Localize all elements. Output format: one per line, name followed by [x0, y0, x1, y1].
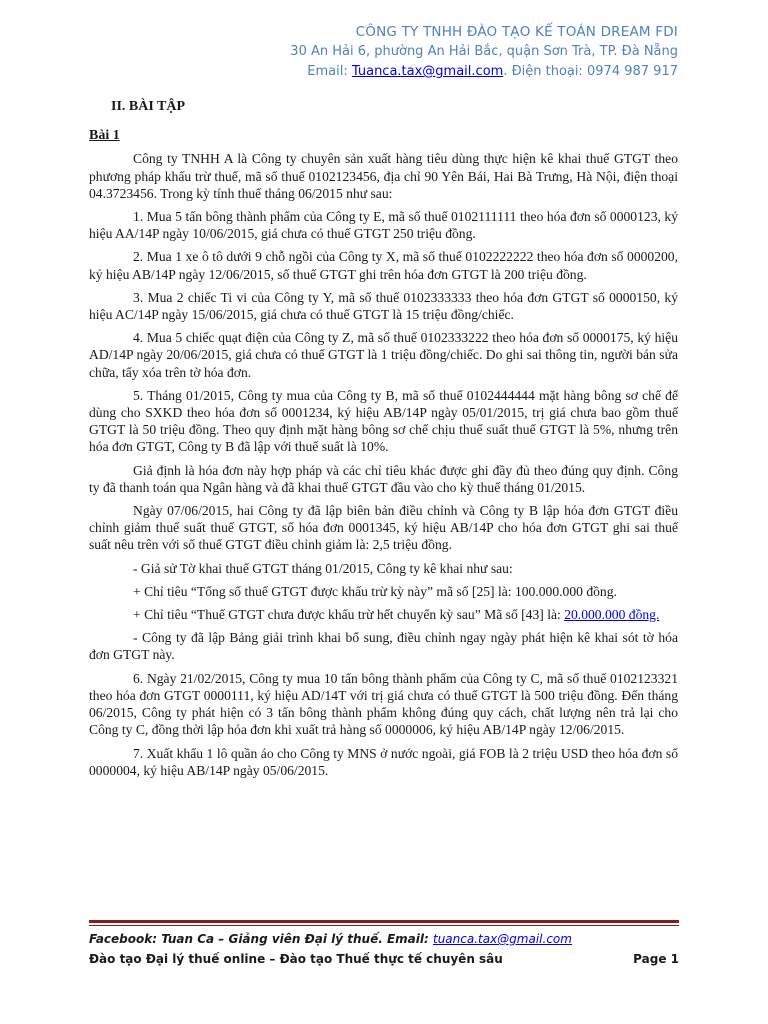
- company-address: 30 An Hải 6, phường An Hải Bắc, quận Sơn Trà, TP. Đà Nẵng: [290, 44, 678, 59]
- paragraph-item-5: 5. Tháng 01/2015, Công ty mua của Công ty B, mã số thuế 0102444444 mặt hàng bông sơ chế để dùng cho SXKD theo hóa đơn số 0001234, ký hiệu AB/14P ngày 05/01/2015, trị giá chưa bao gồm thuế GTGT là 50 triệu đồng. Theo quy định mặt hàng bông sơ chế chịu thuế suất thuế GTGT là 5%, nhưng trên hóa đơn GTGT, Công ty B đã lập với thuế suất là 10%.: [89, 387, 678, 455]
- contact-line: [78, 62, 678, 82]
- paragraph-item-5-indicator-43: [89, 606, 678, 623]
- footer-line-2: [89, 949, 679, 969]
- email-label: Email:: [307, 64, 352, 79]
- document-body: [89, 98, 678, 785]
- indicator-43-amount-link[interactable]: 20.000.000 đồng.: [564, 607, 660, 623]
- company-name: CÔNG TY TNHH ĐÀO TẠO KẾ TOÁN DREAM FDI: [355, 24, 678, 40]
- page-footer: [89, 929, 679, 969]
- exercise-title: Bài 1: [89, 128, 120, 144]
- paragraph-item-5-adjustment: Ngày 07/06/2015, hai Công ty đã lập biên bản điều chỉnh và Công ty B lập hóa đơn GTGT điều chỉnh giảm thuế suất thuế GTGT, số hóa đơn 0001345, ký hiệu AB/14P cho hóa đơn GTGT ghi sai thuế suất nêu trên với số thuế GTGT điều chỉnh giảm là: 2,5 triệu đồng.: [89, 503, 678, 553]
- paragraph-item-5-indicator-25: + Chỉ tiêu “Tổng số thuế GTGT được khấu trừ kỳ này” mã số [25] là: 100.000.000 đồng.: [133, 583, 617, 599]
- paragraph-item-2: 2. Mua 1 xe ô tô dưới 9 chỗ ngồi của Công ty X, mã số thuế 0102222222 theo hóa đơn số 0000200, ký hiệu AB/14P ngày 12/06/2015, số thuế GTGT ghi trên hóa đơn GTGT là 200 triệu đồng.: [89, 249, 678, 282]
- paragraph-item-6: 6. Ngày 21/02/2015, Công ty mua 10 tấn bông thành phẩm của Công ty C, mã số thuế 0102123321 theo hóa đơn GTGT 0000111, ký hiệu AD/14T với trị giá chưa có thuế GTGT là 500 triệu đồng. Đến tháng 06/2015, Công ty phát hiện có 3 tấn bông thành phẩm không đúng quy cách, chất lượng nên trả lại cho Công ty C, đồng thời lập hóa đơn khi xuất trả hàng số 0000006, ký hiệu AB/14P ngày 12/06/2015.: [89, 670, 678, 738]
- paragraph-item-7: 7. Xuất khẩu 1 lô quần áo cho Công ty MNS ở nước ngoài, giá FOB là 2 triệu USD theo hóa đơn số 0000004, ký hiệu AB/14P ngày 05/06/2015.: [89, 745, 678, 778]
- paragraph-item-5-declaration: - Giả sử Tờ khai thuế GTGT tháng 01/2015, Công ty kê khai như sau:: [133, 560, 513, 576]
- page-header: [78, 22, 678, 82]
- indicator-43-text: + Chỉ tiêu “Thuế GTGT chưa được khấu trừ hết chuyển kỳ sau” Mã số [43] là:: [133, 607, 565, 623]
- paragraph-item-5-explanation: - Công ty đã lập Bảng giải trình khai bổ sung, điều chỉnh ngay ngày phát hiện kê khai sót tờ hóa đơn GTGT này.: [89, 630, 678, 663]
- header-email-link[interactable]: Tuanca.tax@gmail.com: [351, 64, 504, 79]
- paragraph-intro: Công ty TNHH A là Công ty chuyên sản xuất hàng tiêu dùng thực hiện kê khai thuế GTGT theo phương pháp khấu trừ thuế, mã số thuế 0102123456, địa chỉ 90 Yên Bái, Hai Bà Trưng, Hà Nội, điện thoại 04.3723456. Trong kỳ tính thuế tháng 06/2015 như sau:: [89, 151, 678, 201]
- paragraph-item-4: 4. Mua 5 chiếc quạt điện của Công ty Z, mã số thuế 0102333222 theo hóa đơn số 0000175, ký hiệu AD/14P ngày 20/06/2015, giá chưa có thuế GTGT là 1 triệu đồng/chiếc. Do ghi sai thông tin, người bán sửa chữa, tẩy xóa trên tờ hóa đơn.: [89, 330, 678, 380]
- footer-divider: [89, 920, 679, 926]
- phone-text: . Điện thoại: 0974 987 917: [503, 64, 678, 79]
- paragraph-item-3: 3. Mua 2 chiếc Ti vi của Công ty Y, mã số thuế 0102333333 theo hóa đơn GTGT số 0000150, ký hiệu AC/14P ngày 15/06/2015, giá chưa có thuế GTGT là 15 triệu đồng/chiếc.: [89, 289, 678, 323]
- paragraph-item-1: 1. Mua 5 tấn bông thành phẩm của Công ty E, mã số thuế 0102111111 theo hóa đơn số 0000123, ký hiệu AA/14P ngày 10/06/2015, giá chưa có thuế GTGT 250 triệu đồng.: [89, 209, 678, 242]
- footer-facebook-text: Facebook: Tuan Ca – Giảng viên Đại lý thuế. Email:: [89, 932, 433, 946]
- section-title: II. BÀI TẬP: [111, 99, 186, 114]
- footer-tagline: Đào tạo Đại lý thuế online – Đào tạo Thuế thực tế chuyên sâu: [89, 952, 503, 966]
- footer-line-1: [89, 929, 679, 949]
- footer-email-link[interactable]: tuanca.tax@gmail.com: [432, 932, 572, 946]
- paragraph-item-5-assumption: Giả định là hóa đơn này hợp pháp và các chỉ tiêu khác được ghi đầy đủ theo đúng quy định. Công ty đã thanh toán qua Ngân hàng và đã khai thuế GTGT đầu vào cho kỳ thuế tháng 01/2015.: [89, 462, 678, 495]
- page-number: Page 1: [633, 952, 679, 966]
